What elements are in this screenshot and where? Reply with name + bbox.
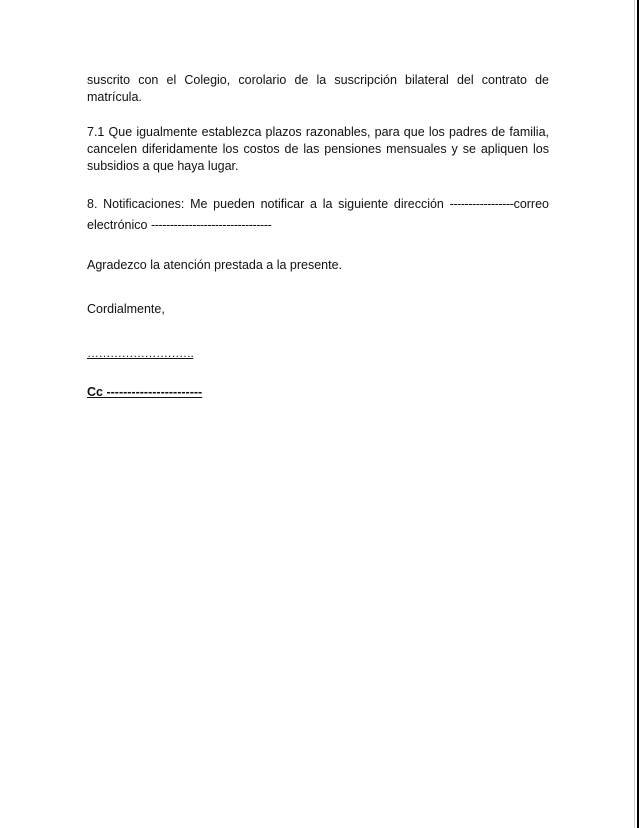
- page-edge-border: [634, 0, 640, 828]
- paragraph-notifications: [87, 194, 549, 236]
- email-blank: --------------------------------: [150, 218, 272, 232]
- notifications-text-mid: correo electrónico: [87, 197, 549, 232]
- cc-line: Cc -----------------------: [87, 385, 203, 399]
- paragraph-thanks: Agradezco la atención prestada a la presente.: [87, 258, 343, 272]
- signature-line: ……………………….: [87, 346, 194, 360]
- address-blank: -----------------: [449, 197, 514, 211]
- document-body: [87, 72, 549, 401]
- paragraph-contract: suscrito con el Colegio, corolario de la suscripción bilateral del contrato de matrícula.: [87, 73, 549, 104]
- paragraph-payment-terms: 7.1 Que igualmente establezca plazos razonables, para que los padres de familia, cancelen diferidamente los costos de las pensiones mensuales y se apliquen los subsidios a que haya lugar.: [87, 125, 549, 173]
- closing-salutation: Cordialmente,: [87, 302, 165, 316]
- notifications-text-start: 8. Notificaciones: Me pueden notificar a la siguiente dirección: [87, 197, 450, 211]
